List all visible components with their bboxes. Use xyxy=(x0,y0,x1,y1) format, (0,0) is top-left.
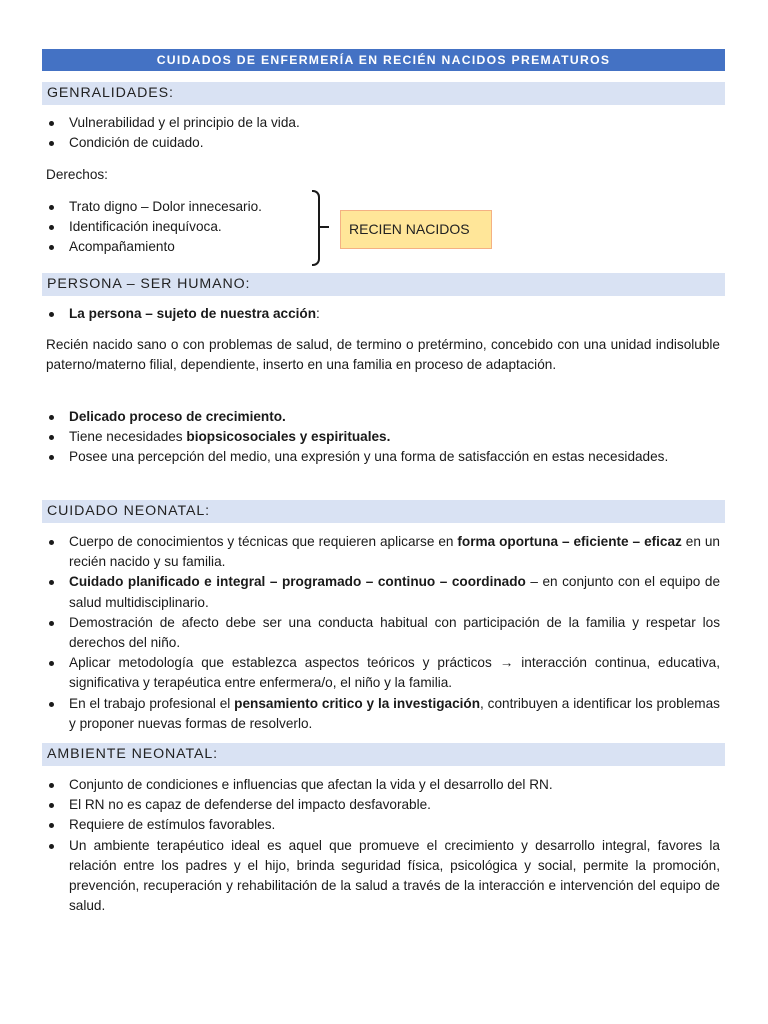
section-heading-cuidado: CUIDADO NEONATAL: xyxy=(42,500,725,523)
list-item: Condición de cuidado. xyxy=(46,133,720,153)
list-item xyxy=(46,572,720,612)
list-item: El RN no es capaz de defenderse del impacto desfavorable. xyxy=(46,795,720,815)
list-item: Un ambiente terapéutico ideal es aquel que promueve el crecimiento y desarrollo integral, favores la relación entre los padres y el hijo, brinda seguridad física, psicológica y social, permite la promoción, prevención, recuperación y rehabilitación de la salud a través de la interacción e intervención del equipo de salud. xyxy=(46,836,720,917)
cuidado-list xyxy=(46,532,720,734)
list-item: Conjunto de condiciones e influencias que afectan la vida y el desarrollo del RN. xyxy=(46,775,720,795)
list-item: Posee una percepción del medio, una expresión y una forma de satisfacción en estas necesidades. xyxy=(46,447,720,467)
right-brace-icon xyxy=(312,190,320,266)
text-span: : xyxy=(316,306,320,321)
text-span: , contribuyen a identificar los problemas y proponer nuevas formas de resolverlo. xyxy=(69,695,720,731)
list-item xyxy=(46,653,720,693)
derechos-label: Derechos: xyxy=(46,167,108,182)
list-item xyxy=(46,694,720,734)
persona-list-1 xyxy=(46,304,720,324)
list-item: Trato digno – Dolor innecesario. xyxy=(46,197,306,217)
list-item xyxy=(46,304,720,324)
bold-text: biopsicosociales y espirituales. xyxy=(186,429,391,445)
bold-text: forma oportuna – eficiente – eficaz xyxy=(457,534,682,549)
text-span: en un recién nacido y su familia. xyxy=(69,534,720,570)
list-item: Vulnerabilidad y el principio de la vida. xyxy=(46,113,720,133)
list-item xyxy=(46,407,720,427)
ambiente-list xyxy=(46,775,720,916)
section-heading-persona: PERSONA – SER HUMANO: xyxy=(42,273,725,296)
persona-list-2 xyxy=(46,407,720,468)
section-heading-generalidades: GENRALIDADES: xyxy=(42,82,725,105)
list-item xyxy=(46,427,720,447)
brace-tick xyxy=(320,226,329,228)
text-span: Tiene necesidades xyxy=(69,429,187,445)
generalidades-list xyxy=(46,113,720,153)
list-item xyxy=(46,532,720,572)
bold-text: pensamiento critico y la investigación xyxy=(234,695,481,711)
list-item: Identificación inequívoca. xyxy=(46,217,306,237)
recien-nacidos-callout: RECIEN NACIDOS xyxy=(340,210,492,249)
text-span: – en conjunto con el equipo de salud multidisciplinario. xyxy=(69,574,720,610)
arrow-right-icon: → xyxy=(499,655,514,671)
text-span: Cuerpo de conocimientos y técnicas que requieren aplicarse en xyxy=(69,534,458,549)
list-item: Acompañamiento xyxy=(46,237,306,257)
bold-text: Delicado proceso de crecimiento. xyxy=(69,409,286,424)
text-span: En el trabajo profesional el xyxy=(69,695,235,711)
bold-text: Cuidado planificado e integral – programado – continuo – coordinado xyxy=(69,574,526,590)
persona-paragraph: Recién nacido sano o con problemas de salud, de termino o pretérmino, concebido con una unidad indisoluble paterno/materno filial, dependiente, inserto en una familia en proceso de adaptación. xyxy=(46,337,720,373)
section-heading-ambiente: AMBIENTE NEONATAL: xyxy=(42,743,725,766)
list-item: Demostración de afecto debe ser una conducta habitual con participación de la familia y respetar los derechos del niño. xyxy=(46,613,720,653)
bold-text: La persona – sujeto de nuestra acción xyxy=(69,306,317,321)
text-span: Aplicar metodología que establezca aspectos teóricos y prácticos xyxy=(69,655,500,671)
list-item: Requiere de estímulos favorables. xyxy=(46,815,720,835)
document-title: CUIDADOS DE ENFERMERÍA EN RECIÉN NACIDOS PREMATUROS xyxy=(42,49,725,71)
derechos-list xyxy=(46,197,306,258)
text-span: interacción continua, educativa, significativa y terapéutica entre enfermera/o, el niño y la familia. xyxy=(69,655,720,691)
